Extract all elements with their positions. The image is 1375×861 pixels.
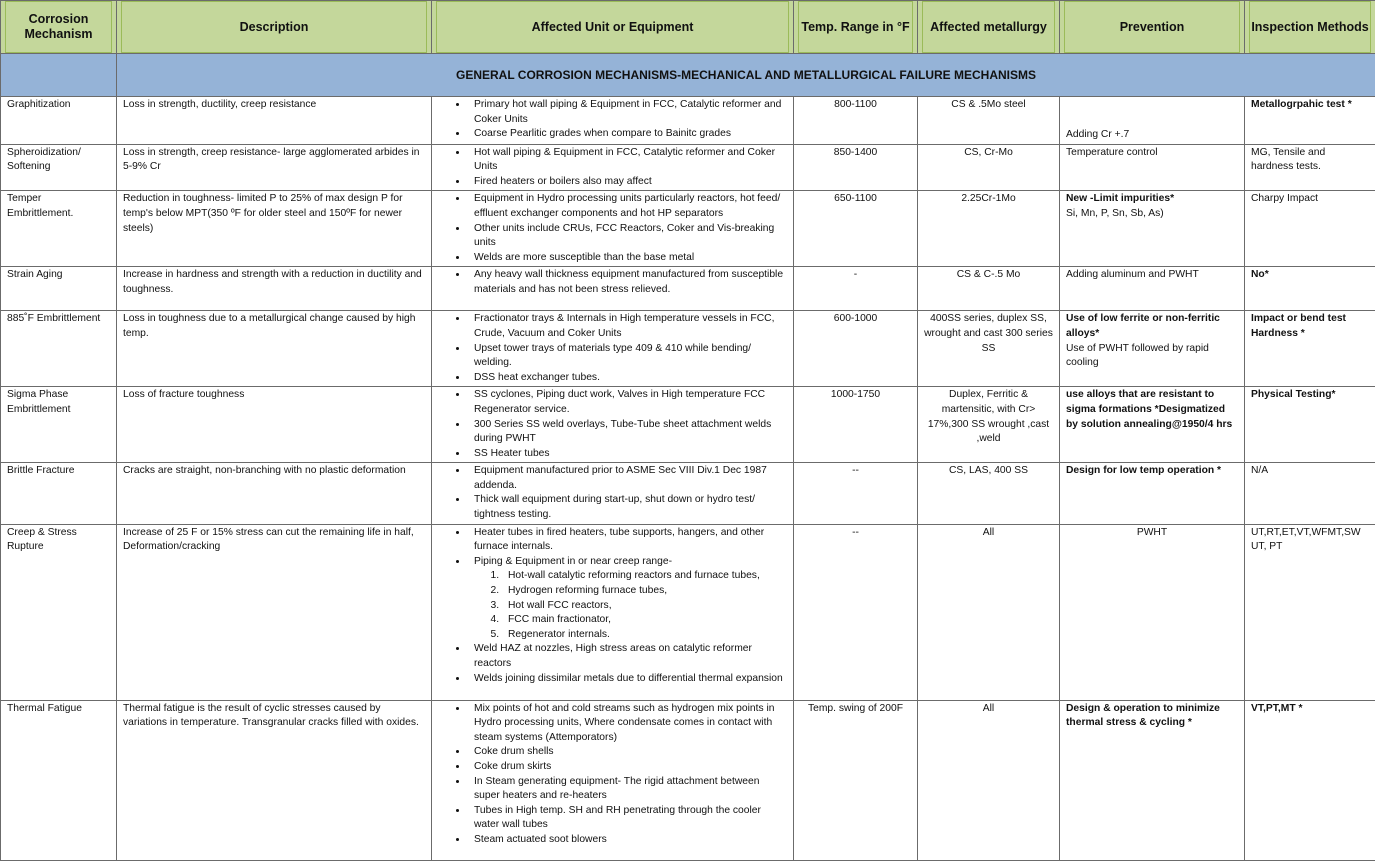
equipment-cell [432, 97, 794, 145]
prevention-gap [1066, 113, 1238, 128]
table-row [1, 144, 1375, 191]
description-cell: Reduction in toughness- limited P to 25% of max design P for temp's below MPT(350 ºF for older steel and 150ºF for newer steels) [117, 191, 432, 267]
prevention-cell [1060, 311, 1245, 387]
table-row [1, 463, 1375, 524]
header-row [1, 1, 1375, 54]
equipment-item: • Other units include CRUs, FCC Reactors, Coker and Vis-breaking units [468, 222, 787, 251]
equipment-item: • Mix points of hot and cold streams such as hydrogen mix points in Hydro processing units, Where condensate comes in contact with steam systems (Attemporators) [468, 702, 787, 746]
metallurgy-cell: CS, Cr-Mo [918, 144, 1060, 191]
metallurgy-cell: CS & C-.5 Mo [918, 267, 1060, 311]
equipment-item: • SS Heater tubes [468, 447, 787, 462]
equipment-item: • Heater tubes in fired heaters, tube supports, hangers, and other furnace internals. [468, 526, 787, 555]
prevention-cell [1060, 97, 1245, 145]
prevention-text: Adding Cr +.7 [1066, 128, 1238, 143]
equipment-item: • Coke drum shells [468, 745, 787, 760]
temp-cell: -- [794, 524, 918, 700]
equipment-item: • Hot wall piping & Equipment in FCC, Catalytic reformer and Coker Units [468, 146, 787, 175]
equipment-cell [432, 524, 794, 700]
description-cell: Increase in hardness and strength with a reduction in ductility and toughness. [117, 267, 432, 311]
equipment-cell [432, 700, 794, 860]
equipment-list [438, 526, 787, 687]
metallurgy-cell: Duplex, Ferritic & martensitic, with Cr> 17%,300 SS wrought ,cast ,weld [918, 387, 1060, 463]
equipment-item: • Tubes in High temp. SH and RH penetrating through the cooler water wall tubes [468, 804, 787, 833]
inspection-cell: Metallogrpahic test * [1245, 97, 1375, 145]
prevention-bold: Design & operation to minimize thermal stress & cycling * [1066, 702, 1238, 731]
equipment-subitem: 1. Hot-wall catalytic reforming reactors and furnace tubes, [502, 569, 787, 584]
inspection-cell: Impact or bend test Hardness * [1245, 311, 1375, 387]
description-cell: Thermal fatigue is the result of cyclic stresses caused by variations in temperature. Transgranular cracks filled with oxides. [117, 700, 432, 860]
equipment-sublist [474, 569, 787, 642]
mechanism-cell: Thermal Fatigue [1, 700, 117, 860]
prevention-cell [1060, 267, 1245, 311]
prevention-text: Si, Mn, P, Sn, Sb, As) [1066, 207, 1238, 222]
equipment-item: • In Steam generating equipment- The rigid attachment between super heaters and re-heaters [468, 775, 787, 804]
table-row [1, 524, 1375, 700]
section-row [1, 54, 1375, 97]
prevention-text: Adding aluminum and PWHT [1066, 268, 1238, 283]
temp-cell: - [794, 267, 918, 311]
equipment-item: • 300 Series SS weld overlays, Tube-Tube sheet attachment welds during PWHT [468, 418, 787, 447]
inspection-cell: MG, Tensile and hardness tests. [1245, 144, 1375, 191]
prevention-cell [1060, 387, 1245, 463]
equipment-item: • Equipment in Hydro processing units particularly reactors, hot feed/ effluent exchanger components and hot HP separators [468, 192, 787, 221]
equipment-cell [432, 191, 794, 267]
mechanism-cell: Spheroidization/ Softening [1, 144, 117, 191]
prevention-cell [1060, 700, 1245, 860]
inspection-cell: No* [1245, 267, 1375, 311]
equipment-cell [432, 144, 794, 191]
temp-cell: -- [794, 463, 918, 524]
description-cell: Loss in strength, ductility, creep resistance [117, 97, 432, 145]
table-row [1, 700, 1375, 860]
equipment-item: • Welds are more susceptible than the base metal [468, 251, 787, 266]
table-row [1, 311, 1375, 387]
header-metallurgy: Affected metallurgy [918, 1, 1060, 54]
equipment-item: • DSS heat exchanger tubes. [468, 371, 787, 386]
header-inspection: Inspection Methods [1245, 1, 1375, 54]
equipment-subitem: 3. Hot wall FCC reactors, [502, 599, 787, 614]
equipment-cell [432, 311, 794, 387]
header-description: Description [117, 1, 432, 54]
header-equipment: Affected Unit or Equipment [432, 1, 794, 54]
description-cell: Increase of 25 F or 15% stress can cut the remaining life in half, Deformation/cracking [117, 524, 432, 700]
temp-cell: 1000-1750 [794, 387, 918, 463]
inspection-cell: Physical Testing* [1245, 387, 1375, 463]
equipment-item: • SS cyclones, Piping duct work, Valves in High temperature FCC Regenerator service. [468, 388, 787, 417]
header-prevention: Prevention [1060, 1, 1245, 54]
equipment-list [438, 268, 787, 297]
equipment-list [438, 146, 787, 190]
equipment-item: • Weld HAZ at nozzles, High stress areas on catalytic reformer reactors [468, 642, 787, 671]
equipment-list [438, 464, 787, 522]
mechanism-cell: Sigma Phase Embrittlement [1, 387, 117, 463]
equipment-item: • Fractionator trays & Internals in High temperature vessels in FCC, Crude, Vacuum and Coker Units [468, 312, 787, 341]
prevention-text: PWHT [1066, 526, 1238, 541]
metallurgy-cell: CS & .5Mo steel [918, 97, 1060, 145]
equipment-item: • Thick wall equipment during start-up, shut down or hydro test/ tightness testing. [468, 493, 787, 522]
inspection-cell: N/A [1245, 463, 1375, 524]
metallurgy-cell: 2.25Cr-1Mo [918, 191, 1060, 267]
prevention-gap [1066, 98, 1238, 113]
prevention-cell [1060, 144, 1245, 191]
equipment-cell [432, 387, 794, 463]
equipment-list [438, 702, 787, 848]
equipment-item: • Equipment manufactured prior to ASME Sec VIII Div.1 Dec 1987 addenda. [468, 464, 787, 493]
mechanism-cell: Creep & Stress Rupture [1, 524, 117, 700]
prevention-cell [1060, 524, 1245, 700]
equipment-subitem: 4. FCC main fractionator, [502, 613, 787, 628]
equipment-subitem: 5. Regenerator internals. [502, 628, 787, 643]
prevention-bold: New -Limit impurities* [1066, 192, 1238, 207]
prevention-text: Temperature control [1066, 146, 1238, 161]
mechanism-cell: Temper Embrittlement. [1, 191, 117, 267]
equipment-list [438, 388, 787, 461]
equipment-item: • Fired heaters or boilers also may affect [468, 175, 787, 190]
equipment-item: • Coarse Pearlitic grades when compare to Bainitc grades [468, 127, 787, 142]
table-row [1, 267, 1375, 311]
equipment-list [438, 98, 787, 142]
table-row [1, 97, 1375, 145]
equipment-cell [432, 463, 794, 524]
mechanism-cell: Brittle Fracture [1, 463, 117, 524]
prevention-cell [1060, 191, 1245, 267]
temp-cell: 600-1000 [794, 311, 918, 387]
prevention-bold: Design for low temp operation * [1066, 464, 1238, 479]
equipment-list [438, 192, 787, 265]
header-temp: Temp. Range in °F [794, 1, 918, 54]
prevention-bold: Use of low ferrite or non-ferritic alloys* [1066, 312, 1238, 341]
inspection-cell: UT,RT,ET,VT,WFMT,SW UT, PT [1245, 524, 1375, 700]
equipment-item: • Steam actuated soot blowers [468, 833, 787, 848]
metallurgy-cell: All [918, 524, 1060, 700]
metallurgy-cell: 400SS series, duplex SS, wrought and cast 300 series SS [918, 311, 1060, 387]
equipment-cell [432, 267, 794, 311]
table-row [1, 191, 1375, 267]
description-cell: Loss in strength, creep resistance- large agglomerated arbides in 5-9% Cr [117, 144, 432, 191]
equipment-item: • Any heavy wall thickness equipment manufactured from susceptible materials and has not been stress relieved. [468, 268, 787, 297]
mechanism-cell: 885˚F Embrittlement [1, 311, 117, 387]
prevention-text: Use of PWHT followed by rapid cooling [1066, 342, 1238, 371]
description-cell: Loss of fracture toughness [117, 387, 432, 463]
temp-cell: 800-1100 [794, 97, 918, 145]
equipment-item: • Upset tower trays of materials type 409 & 410 while bending/ welding. [468, 342, 787, 371]
inspection-cell: Charpy Impact [1245, 191, 1375, 267]
equipment-item: • Primary hot wall piping & Equipment in FCC, Catalytic reformer and Coker Units [468, 98, 787, 127]
equipment-list [438, 312, 787, 385]
temp-cell: 650-1100 [794, 191, 918, 267]
temp-cell: 850-1400 [794, 144, 918, 191]
prevention-cell [1060, 463, 1245, 524]
prevention-bold: use alloys that are resistant to sigma formations *Desigmatized by solution annealing@1950/4 hrs [1066, 388, 1238, 432]
header-mechanism: Corrosion Mechanism [1, 1, 117, 54]
equipment-subitem: 2. Hydrogen reforming furnace tubes, [502, 584, 787, 599]
description-cell: Loss in toughness due to a metallurgical change caused by high temp. [117, 311, 432, 387]
equipment-item: • Coke drum skirts [468, 760, 787, 775]
section-blank-cell [1, 54, 117, 97]
mechanism-cell: Graphitization [1, 97, 117, 145]
temp-cell: Temp. swing of 200F [794, 700, 918, 860]
inspection-cell: VT,PT,MT * [1245, 700, 1375, 860]
equipment-item: • Piping & Equipment in or near creep range- 1. Hot-wall catalytic reforming reactors and furnace tubes, 2. Hydrogen reforming furnace tubes, 3. Hot wall FCC reactors, 4. FCC main fractionator, 5. Regenerator internals. [468, 555, 787, 643]
metallurgy-cell: CS, LAS, 400 SS [918, 463, 1060, 524]
metallurgy-cell: All [918, 700, 1060, 860]
equipment-item: • Welds joining dissimilar metals due to differential thermal expansion [468, 672, 787, 687]
table-row [1, 387, 1375, 463]
section-title: GENERAL CORROSION MECHANISMS-MECHANICAL AND METALLURGICAL FAILURE MECHANISMS [117, 54, 1375, 97]
mechanism-cell: Strain Aging [1, 267, 117, 311]
description-cell: Cracks are straight, non-branching with no plastic deformation [117, 463, 432, 524]
